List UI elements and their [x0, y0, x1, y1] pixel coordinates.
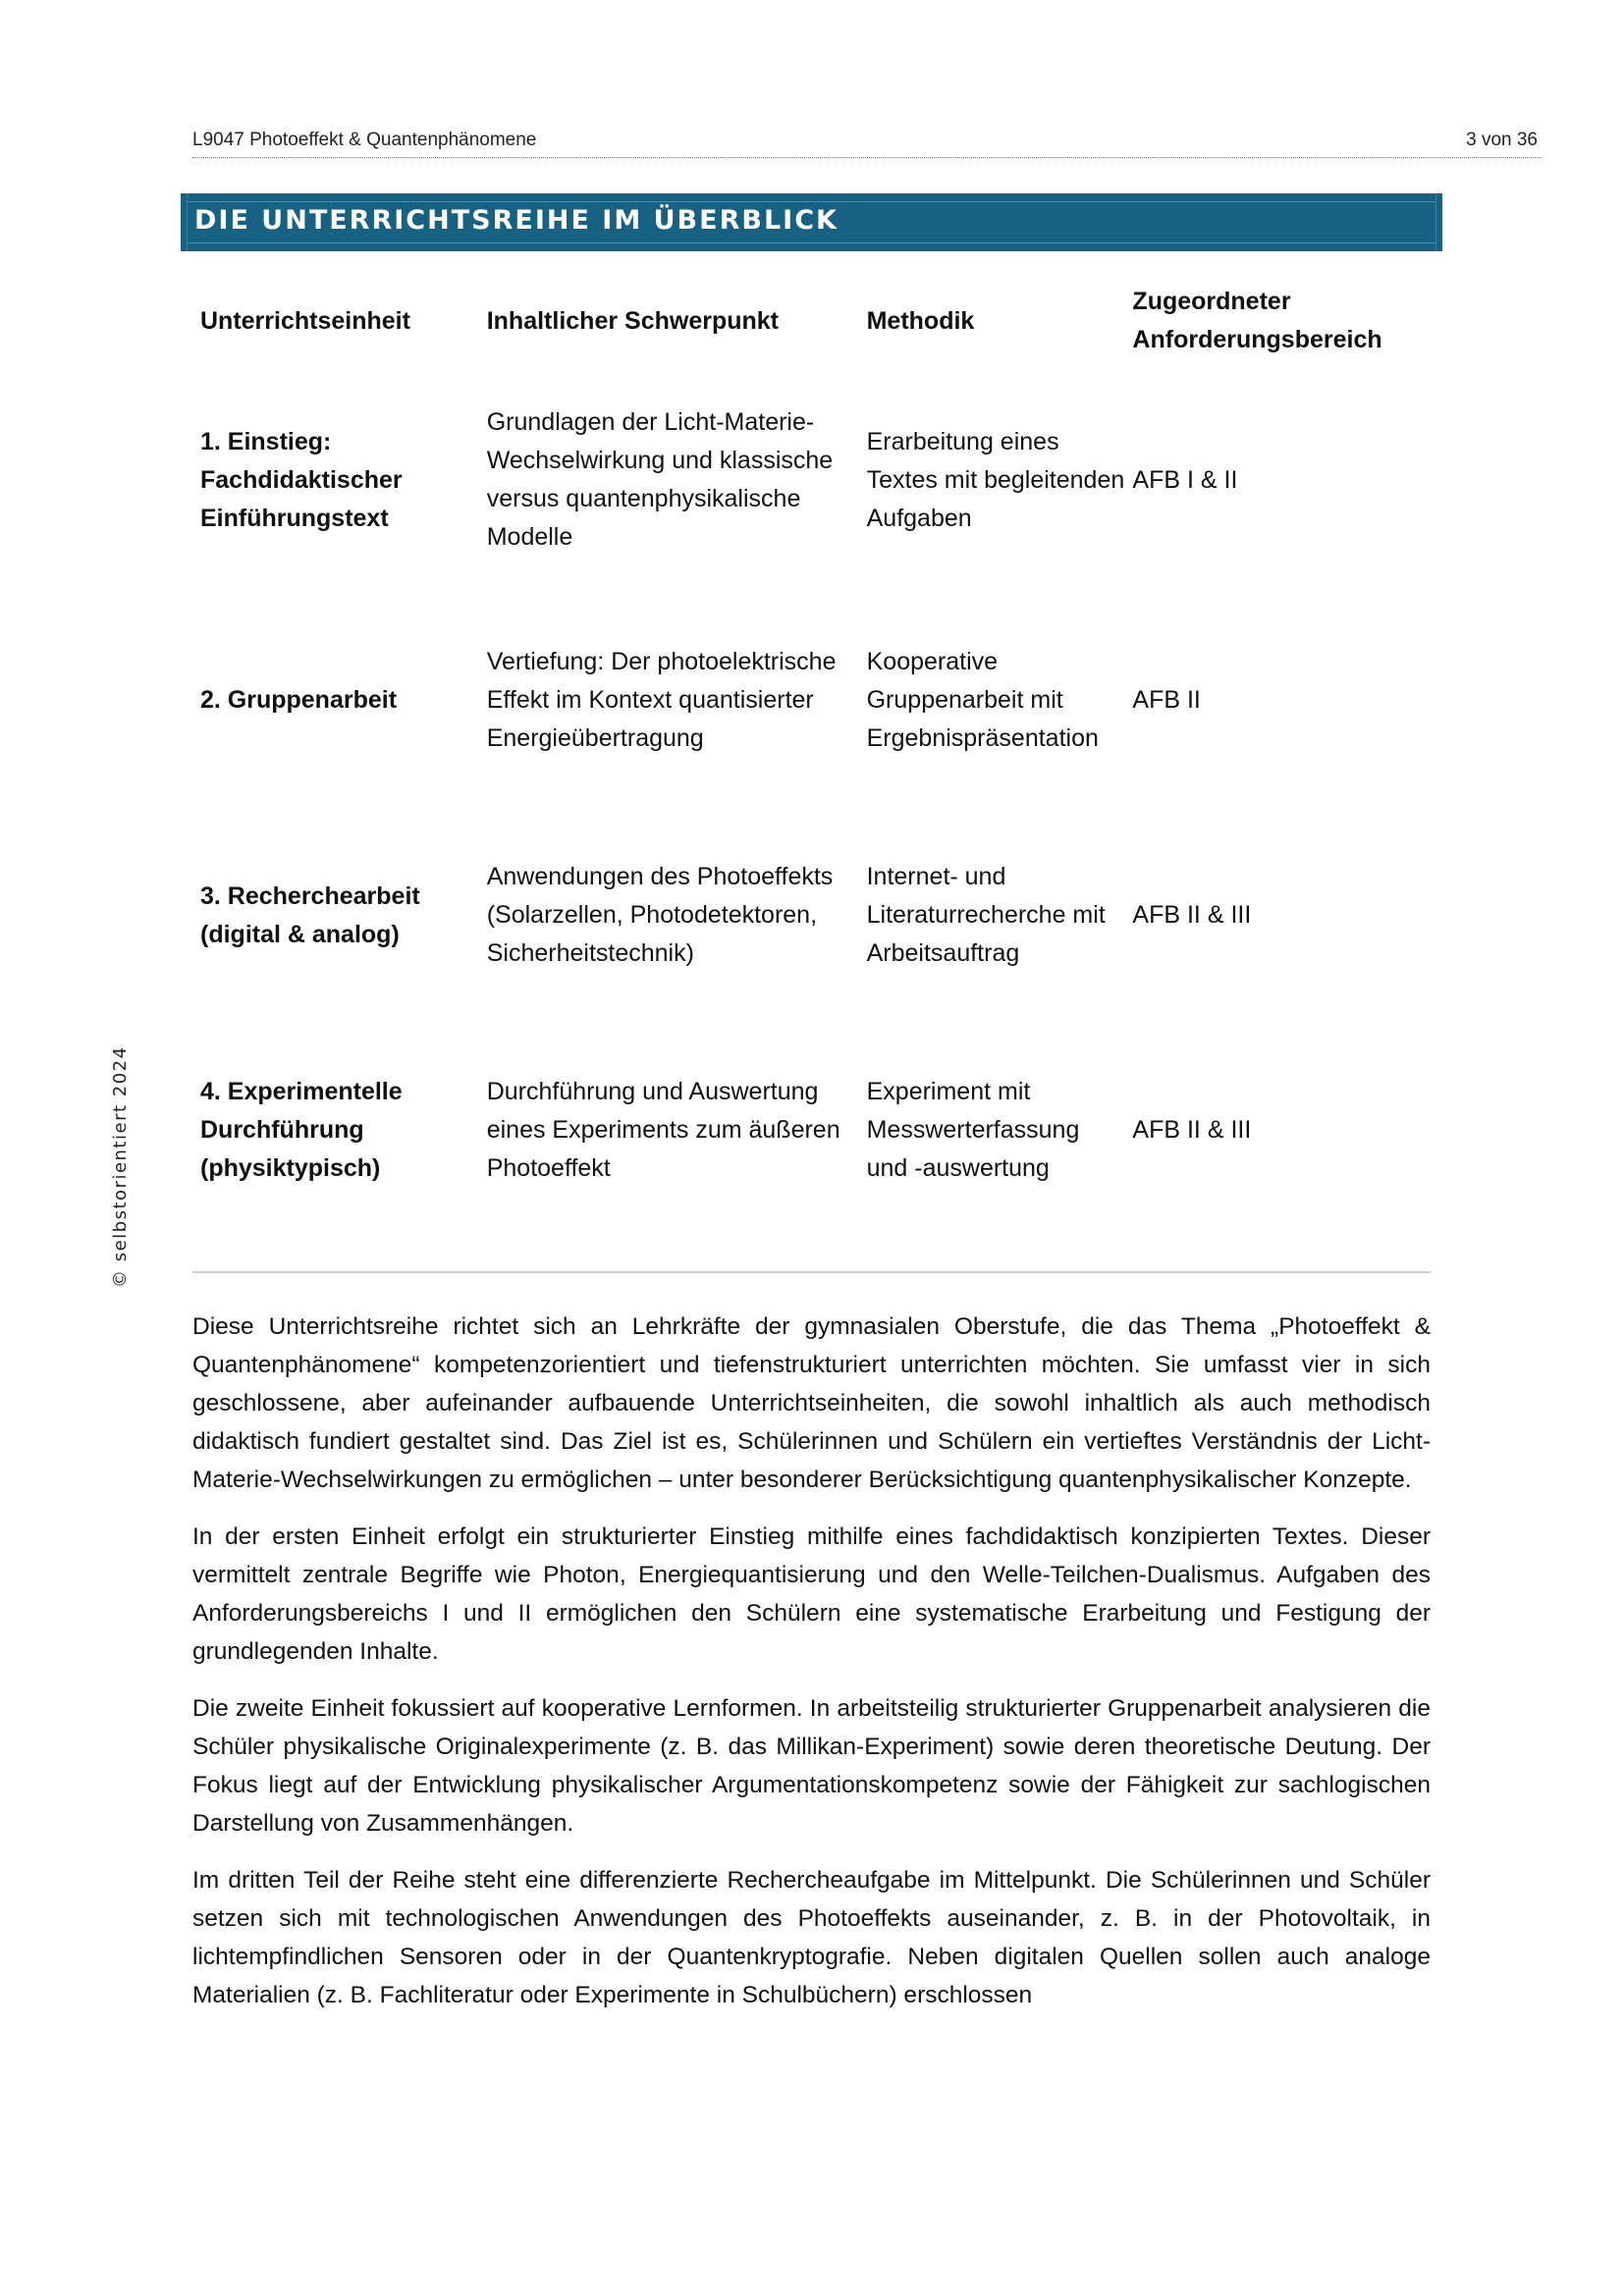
cell-focus: Grundlagen der Licht-Materie-Wechselwirkung und klassische versus quantenphysikalische Modelle	[486, 408, 834, 551]
page-header	[192, 126, 1538, 159]
cell-afb: AFB I & II	[1132, 465, 1238, 494]
cell-afb: AFB II & III	[1132, 901, 1252, 929]
cell-method: Kooperative Gruppenarbeit mit Ergebnispräsentation	[866, 648, 1099, 752]
copyright-notice: © selbstorientiert 2024	[110, 1045, 131, 1288]
section-title: DIE UNTERRICHTSREIHE IM ÜBERBLICK	[194, 205, 839, 236]
cell-method: Erarbeitung eines Textes mit begleitenden Aufgaben	[866, 427, 1125, 532]
cell-focus: Durchführung und Auswertung eines Experiments zum äußeren Photoeffekt	[486, 1078, 840, 1182]
column-header-unit: Unterrichtseinheit	[200, 306, 410, 335]
column-header-afb: Zugeordneter Anforderungsbereich	[1132, 288, 1382, 353]
cell-focus: Vertiefung: Der photoelektrische Effekt im Kontext quantisierter Energieübertragung	[486, 648, 837, 752]
paragraph-intro: Diese Unterrichtsreihe richtet sich an Lehrkräfte der gymnasialen Oberstufe, die das Thema „Photoeffekt & Quantenphänomene“ kompetenzorientiert und tiefenstrukturiert unterrichten möchten. Sie umfasst vier in sich geschlossene, aber aufeinander aufbauende Unterrichtseinheiten, die sowohl inhaltlich als auch methodisch didaktisch fundiert gestaltet sind. Das Ziel ist es, Schülerinnen und Schülern ein vertieftes Verständnis der Licht-Materie-Wechselwirkungen zu ermöglichen – unter besonderer Berücksichtigung quantenphysikalischer Konzepte.	[192, 1313, 1431, 1493]
cell-method: Internet- und Literaturrecherche mit Arbeitsauftrag	[866, 863, 1106, 967]
page-number: 3 von 36	[1466, 130, 1538, 150]
paragraph-unit-3: Im dritten Teil der Reihe steht eine differenzierte Rechercheaufgabe im Mittelpunkt. Die Schülerinnen und Schüler setzen sich mit technologischen Anwendungen des Photoeffekts auseinander, z. B. in der Photovoltaik, in lichtempfindlichen Sensoren oder in der Quantenkryptografie. Neben digitalen Quellen sollen auch analoge Materialien (z. B. Fachliteratur oder Experimente in Schulbüchern) erschlossen	[192, 1867, 1431, 2008]
cell-method: Experiment mit Messwerterfassung und -auswertung	[866, 1078, 1080, 1182]
cell-unit: 2. Gruppenarbeit	[200, 686, 398, 714]
document-title: L9047 Photoeffekt & Quantenphänomene	[192, 130, 537, 150]
section-divider	[192, 1271, 1431, 1273]
paragraph-unit-1: In der ersten Einheit erfolgt ein strukturierter Einstieg mithilfe eines fachdidaktisch konzipierten Textes. Dieser vermittelt zentrale Begriffe wie Photon, Energiequantisierung und den Welle-Teilchen-Dualismus. Aufgaben des Anforderungsbereichs I und II ermöglichen den Schülern eine systematische Erarbeitung und Festigung der grundlegenden Inhalte.	[192, 1523, 1431, 1665]
overview-table	[200, 275, 1437, 1238]
paragraph-unit-2: Die zweite Einheit fokussiert auf kooperative Lernformen. In arbeitsteilig strukturierter Gruppenarbeit analysieren die Schüler physikalische Originalexperimente (z. B. das Millikan-Experiment) sowie deren theoretische Deutung. Der Fokus liegt auf der Entwicklung physikalischer Argumentationskompetenz sowie der Fähigkeit zur sachlogischen Darstellung von Zusammenhängen.	[192, 1695, 1431, 1837]
table-row	[200, 367, 1437, 593]
section-heading-bar	[181, 193, 1442, 251]
table-row	[200, 593, 1437, 808]
cell-unit: 4. Experimentelle Durchführung (physiktypisch)	[200, 1078, 403, 1182]
header-divider	[192, 157, 1542, 158]
column-header-method: Methodik	[866, 306, 975, 335]
table-header-row	[200, 275, 1437, 367]
table-row	[200, 808, 1437, 1023]
cell-afb: AFB II	[1132, 686, 1201, 714]
column-header-focus: Inhaltlicher Schwerpunkt	[486, 306, 779, 335]
cell-unit: 3. Recherchearbeit (digital & analog)	[200, 881, 420, 948]
cell-afb: AFB II & III	[1132, 1116, 1252, 1144]
cell-focus: Anwendungen des Photoeffekts (Solarzellen, Photodetektoren, Sicherheitstechnik)	[486, 863, 834, 967]
table-row	[200, 1023, 1437, 1238]
cell-unit: 1. Einstieg: Fachdidaktischer Einführungstext	[200, 427, 403, 532]
body-text	[192, 1308, 1431, 2033]
